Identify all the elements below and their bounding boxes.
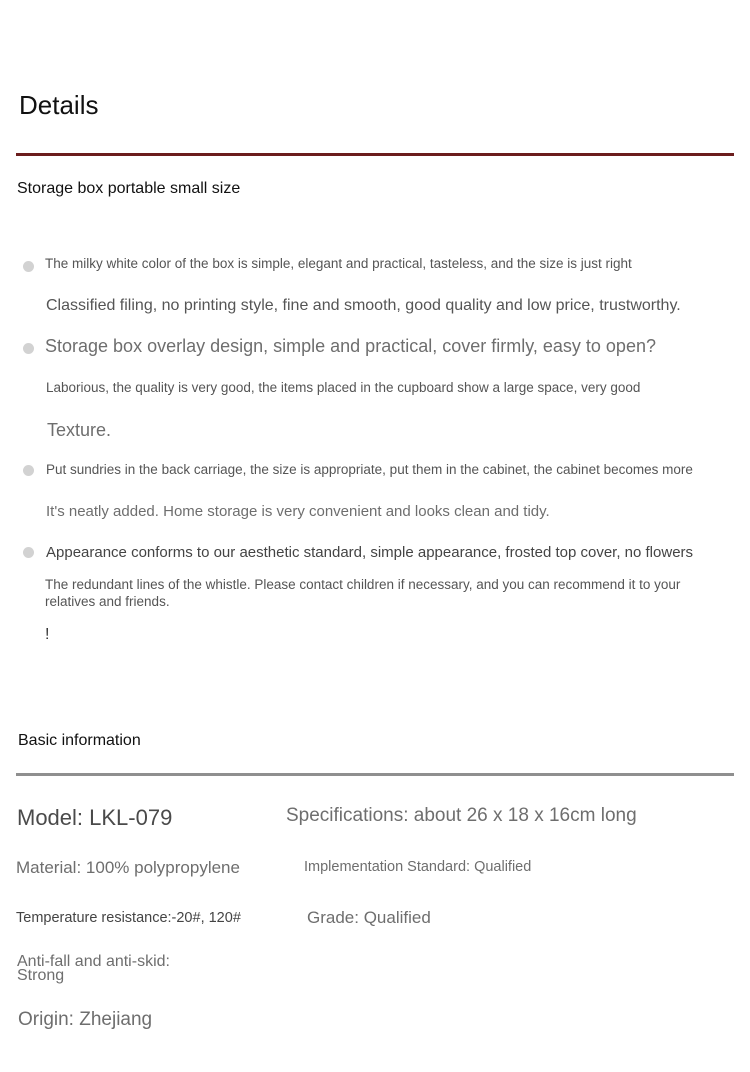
info-grade: Grade: Qualified <box>307 908 431 927</box>
info-origin: Origin: Zhejiang <box>18 1009 153 1030</box>
description-paragraph: The redundant lines of the whistle. Please contact children if necessary, and you can recommend it to your relatives and friends. <box>45 577 681 609</box>
description-line: It's neatly added. Home storage is very convenient and looks clean and tidy. <box>46 503 550 520</box>
description-line: ! <box>45 626 50 643</box>
details-divider <box>16 153 734 156</box>
info-material: Material: 100% polypropylene <box>16 858 240 877</box>
details-subtitle: Storage box portable small size <box>17 180 241 197</box>
bullet-dot-icon <box>23 547 34 558</box>
bullet-dot-icon <box>23 465 34 476</box>
info-implementation-standard: Implementation Standard: Qualified <box>304 859 532 875</box>
basic-info-heading: Basic information <box>18 732 141 749</box>
info-model: Model: LKL-079 <box>17 805 173 830</box>
details-heading: Details <box>19 90 99 120</box>
bullet-dot-icon <box>23 343 34 354</box>
basic-info-divider <box>16 773 734 776</box>
info-anti-fall <box>17 955 170 983</box>
description-line: Texture. <box>47 420 112 440</box>
info-anti-fall-label: Anti-fall and anti-skid: <box>17 953 170 970</box>
description-line: Put sundries in the back carriage, the size is appropriate, put them in the cabinet, the cabinet becomes more <box>46 462 693 477</box>
description-line: The milky white color of the box is simple, elegant and practical, tasteless, and the size is just right <box>45 256 632 271</box>
info-specifications: Specifications: about 26 x 18 x 16cm long <box>286 805 637 826</box>
description-line: Classified filing, no printing style, fine and smooth, good quality and low price, trustworthy. <box>46 297 681 314</box>
info-temperature: Temperature resistance:-20#, 120# <box>16 910 241 926</box>
info-anti-fall-value: Strong <box>17 967 65 984</box>
description-line: Storage box overlay design, simple and practical, cover firmly, easy to open? <box>45 336 656 356</box>
description-line: Appearance conforms to our aesthetic standard, simple appearance, frosted top cover, no flowers <box>46 544 694 561</box>
bullet-dot-icon <box>23 261 34 272</box>
description-line: Laborious, the quality is very good, the items placed in the cupboard show a large space, very good <box>46 380 641 395</box>
